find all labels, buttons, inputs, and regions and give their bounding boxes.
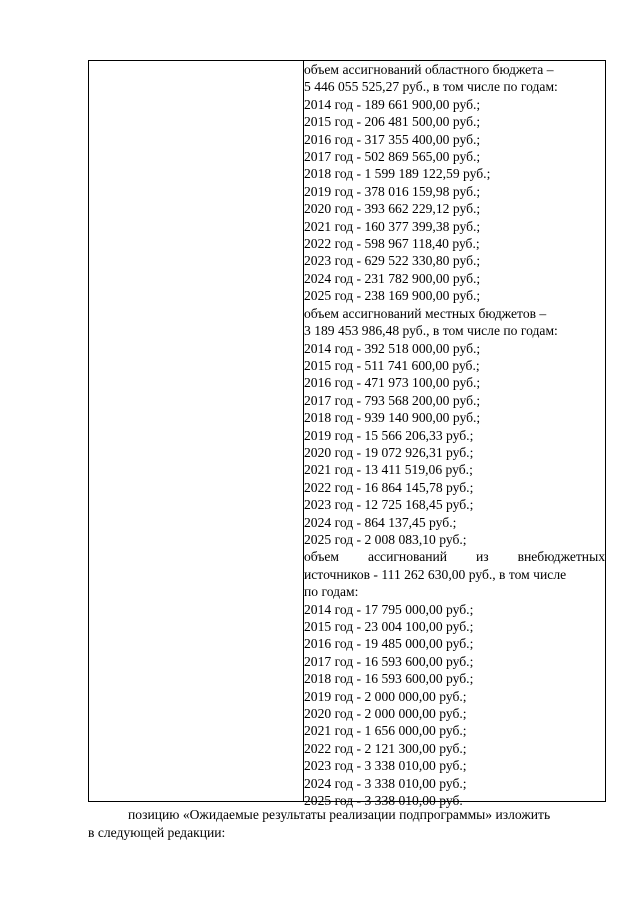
- extrabudgetary-block: [304, 548, 605, 809]
- year-amount-line: 2023 год - 3 338 010,00 руб.;: [304, 758, 467, 774]
- regional-years-list: [304, 96, 605, 305]
- year-amount-line: 2022 год - 598 967 118,40 руб.;: [304, 236, 480, 252]
- year-amount-line: 2020 год - 19 072 926,31 руб.;: [304, 444, 474, 460]
- year-amount-line: 2019 год - 2 000 000,00 руб.;: [304, 688, 467, 704]
- year-amount-line: 2015 год - 206 481 500,00 руб.;: [304, 114, 481, 130]
- regional-heading: объем ассигнований областного бюджета –: [304, 62, 554, 77]
- year-amount-line: 2014 год - 392 518 000,00 руб.;: [304, 340, 481, 356]
- year-amount-line: 2017 год - 793 568 200,00 руб.;: [304, 392, 481, 408]
- year-amount-line: 2020 год - 2 000 000,00 руб.;: [304, 706, 467, 722]
- year-amount-line: 2020 год - 393 662 229,12 руб.;: [304, 201, 481, 217]
- year-amount-line: 2017 год - 502 869 565,00 руб.;: [304, 149, 481, 165]
- extrabudgetary-heading-line1: объем ассигнований из внебюджетных: [304, 549, 605, 565]
- year-amount-line: 2017 год - 16 593 600,00 руб.;: [304, 653, 474, 669]
- year-amount-line: 2025 год - 238 169 900,00 руб.;: [304, 288, 481, 304]
- year-amount-line: 2023 год - 12 725 168,45 руб.;: [304, 497, 474, 513]
- year-amount-line: 2022 год - 16 864 145,78 руб.;: [304, 479, 474, 495]
- year-amount-line: 2018 год - 16 593 600,00 руб.;: [304, 671, 474, 687]
- year-amount-line: 2023 год - 629 522 330,80 руб.;: [304, 253, 481, 269]
- instruction-line-1: позицию «Ожидаемые результаты реализации подпрограммы» изложить: [128, 807, 551, 822]
- table-left-cell-empty: [89, 61, 302, 801]
- local-years-list: [304, 340, 605, 549]
- instruction-line-2: в следующей редакции:: [88, 825, 226, 840]
- year-amount-line: 2016 год - 471 973 100,00 руб.;: [304, 375, 481, 391]
- extrabudgetary-years-list: [304, 601, 605, 810]
- year-amount-line: 2016 год - 19 485 000,00 руб.;: [304, 636, 474, 652]
- regional-budget-block: [304, 61, 605, 305]
- year-amount-line: 2018 год - 1 599 189 122,59 руб.;: [304, 166, 491, 182]
- year-amount-line: 2024 год - 3 338 010,00 руб.;: [304, 775, 467, 791]
- year-amount-line: 2019 год - 15 566 206,33 руб.;: [304, 427, 474, 443]
- table-right-cell: [304, 61, 605, 809]
- year-amount-line: 2019 год - 378 016 159,98 руб.;: [304, 183, 481, 199]
- year-amount-line: 2015 год - 23 004 100,00 руб.;: [304, 619, 474, 634]
- local-heading: объем ассигнований местных бюджетов –: [304, 305, 547, 321]
- year-amount-line: 2021 год - 160 377 399,38 руб.;: [304, 218, 481, 234]
- extrabudgetary-heading-line3: по годам:: [304, 584, 359, 600]
- year-amount-line: 2025 год - 2 008 083,10 руб.;: [304, 531, 467, 547]
- year-amount-line: 2021 год - 13 411 519,06 руб.;: [304, 462, 473, 478]
- year-amount-line: 2024 год - 231 782 900,00 руб.;: [304, 270, 481, 286]
- year-amount-line: 2018 год - 939 140 900,00 руб.;: [304, 410, 481, 426]
- regional-total: 5 446 055 525,27 руб., в том числе по годам:: [304, 79, 558, 95]
- year-amount-line: 2024 год - 864 137,45 руб.;: [304, 514, 457, 530]
- year-amount-line: 2014 год - 189 661 900,00 руб.;: [304, 96, 481, 112]
- instruction-paragraph: [88, 806, 600, 842]
- local-total: 3 189 453 986,48 руб., в том числе по годам:: [304, 323, 558, 339]
- year-amount-line: 2021 год - 1 656 000,00 руб.;: [304, 723, 467, 739]
- extrabudgetary-heading-line2: источников - 111 262 630,00 руб., в том числе: [304, 566, 567, 582]
- year-amount-line: 2025 год - 3 338 010,00 руб.: [304, 793, 463, 809]
- local-budget-block: [304, 305, 605, 549]
- year-amount-line: 2016 год - 317 355 400,00 руб.;: [304, 131, 481, 147]
- year-amount-line: 2022 год - 2 121 300,00 руб.;: [304, 740, 467, 756]
- year-amount-line: 2014 год - 17 795 000,00 руб.;: [304, 601, 474, 617]
- year-amount-line: 2015 год - 511 741 600,00 руб.;: [304, 357, 480, 373]
